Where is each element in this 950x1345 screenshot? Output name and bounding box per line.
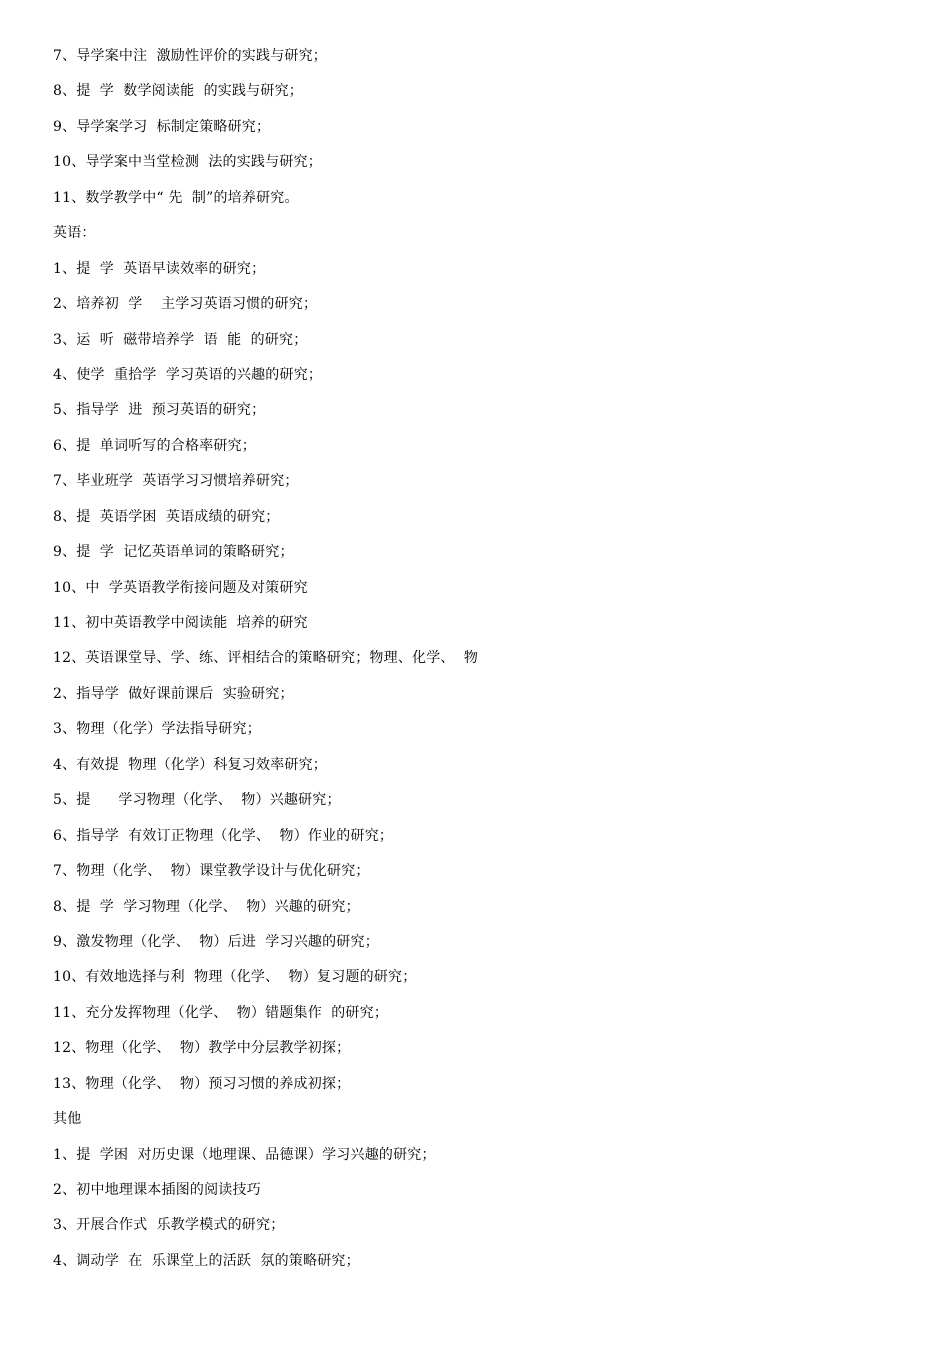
text-line: 6、指导学 有效订正物理（化学、 物）作业的研究；: [53, 827, 394, 844]
text-line: 4、调动学 在 乐课堂上的活跃 氛的策略研究；: [53, 1252, 360, 1269]
text-line: 1、提 学困 对历史课（地理课、品德课）学习兴趣的研究；: [53, 1146, 436, 1163]
text-line: 11、初中英语教学中阅读能 培养的研究: [53, 615, 308, 631]
text-line: 4、有效提 物理（化学）科复习效率研究；: [53, 756, 328, 773]
section-heading-english: 英语：: [53, 225, 96, 242]
text-line: 7、毕业班学 英语学习习惯培养研究；: [53, 473, 299, 490]
text-line: 10、导学案中当堂检测 法的实践与研究；: [53, 154, 322, 171]
text-line: 11、数学教学中“ 先 制”的培养研究。: [53, 189, 299, 206]
text-line: 3、开展合作式 乐教学模式的研究；: [53, 1217, 285, 1234]
text-line: 5、提 学习物理（化学、 物）兴趣研究；: [53, 792, 341, 809]
text-line: 11、充分发挥物理（化学、 物）错题集作 的研究；: [53, 1004, 389, 1021]
text-line: 7、物理（化学、 物）课堂教学设计与优化研究；: [53, 863, 370, 880]
text-line: 3、物理（化学）学法指导研究；: [53, 721, 261, 738]
section-heading-other: 其他: [53, 1111, 82, 1128]
text-line: 4、使学 重拾学 学习英语的兴趣的研究；: [53, 366, 323, 383]
text-line: 10、有效地选择与利 物理（化学、 物）复习题的研究；: [53, 969, 417, 986]
text-line: 8、提 学 学习物理（化学、 物）兴趣的研究；: [53, 898, 360, 915]
text-line: 1、提 学 英语早读效率的研究；: [53, 260, 266, 277]
text-line: 6、提 单词听写的合格率研究；: [53, 437, 257, 454]
text-line: 5、指导学 进 预习英语的研究；: [53, 402, 266, 419]
text-line: 3、运 听 磁带培养学 语 能 的研究；: [53, 331, 308, 348]
text-line: 12、英语课堂导、学、练、评相结合的策略研究；物理、化学、 物: [53, 650, 479, 667]
document-body: [53, 45, 913, 1285]
text-line: 8、提 英语学困 英语成绩的研究；: [53, 508, 280, 525]
text-line: 12、物理（化学、 物）教学中分层教学初探；: [53, 1040, 351, 1057]
text-line: 9、激发物理（化学、 物）后进 学习兴趣的研究；: [53, 933, 379, 950]
text-line: 7、导学案中注 激励性评价的实践与研究；: [53, 48, 328, 64]
text-line: 2、初中地理课本插图的阅读技巧: [53, 1182, 261, 1198]
text-line: 9、导学案学习 标制定策略研究；: [53, 118, 271, 135]
text-line: 8、提 学 数学阅读能 的实践与研究；: [53, 83, 304, 100]
text-line: 10、中 学英语教学衔接问题及对策研究: [53, 579, 308, 596]
text-line: 2、培养初 学 主学习英语习惯的研究；: [53, 296, 318, 313]
text-line: 9、提 学 记忆英语单词的策略研究；: [53, 544, 294, 561]
text-line: 13、物理（化学、 物）预习习惯的养成初探；: [53, 1075, 351, 1092]
text-line: 2、指导学 做好课前课后 实验研究；: [53, 685, 294, 702]
